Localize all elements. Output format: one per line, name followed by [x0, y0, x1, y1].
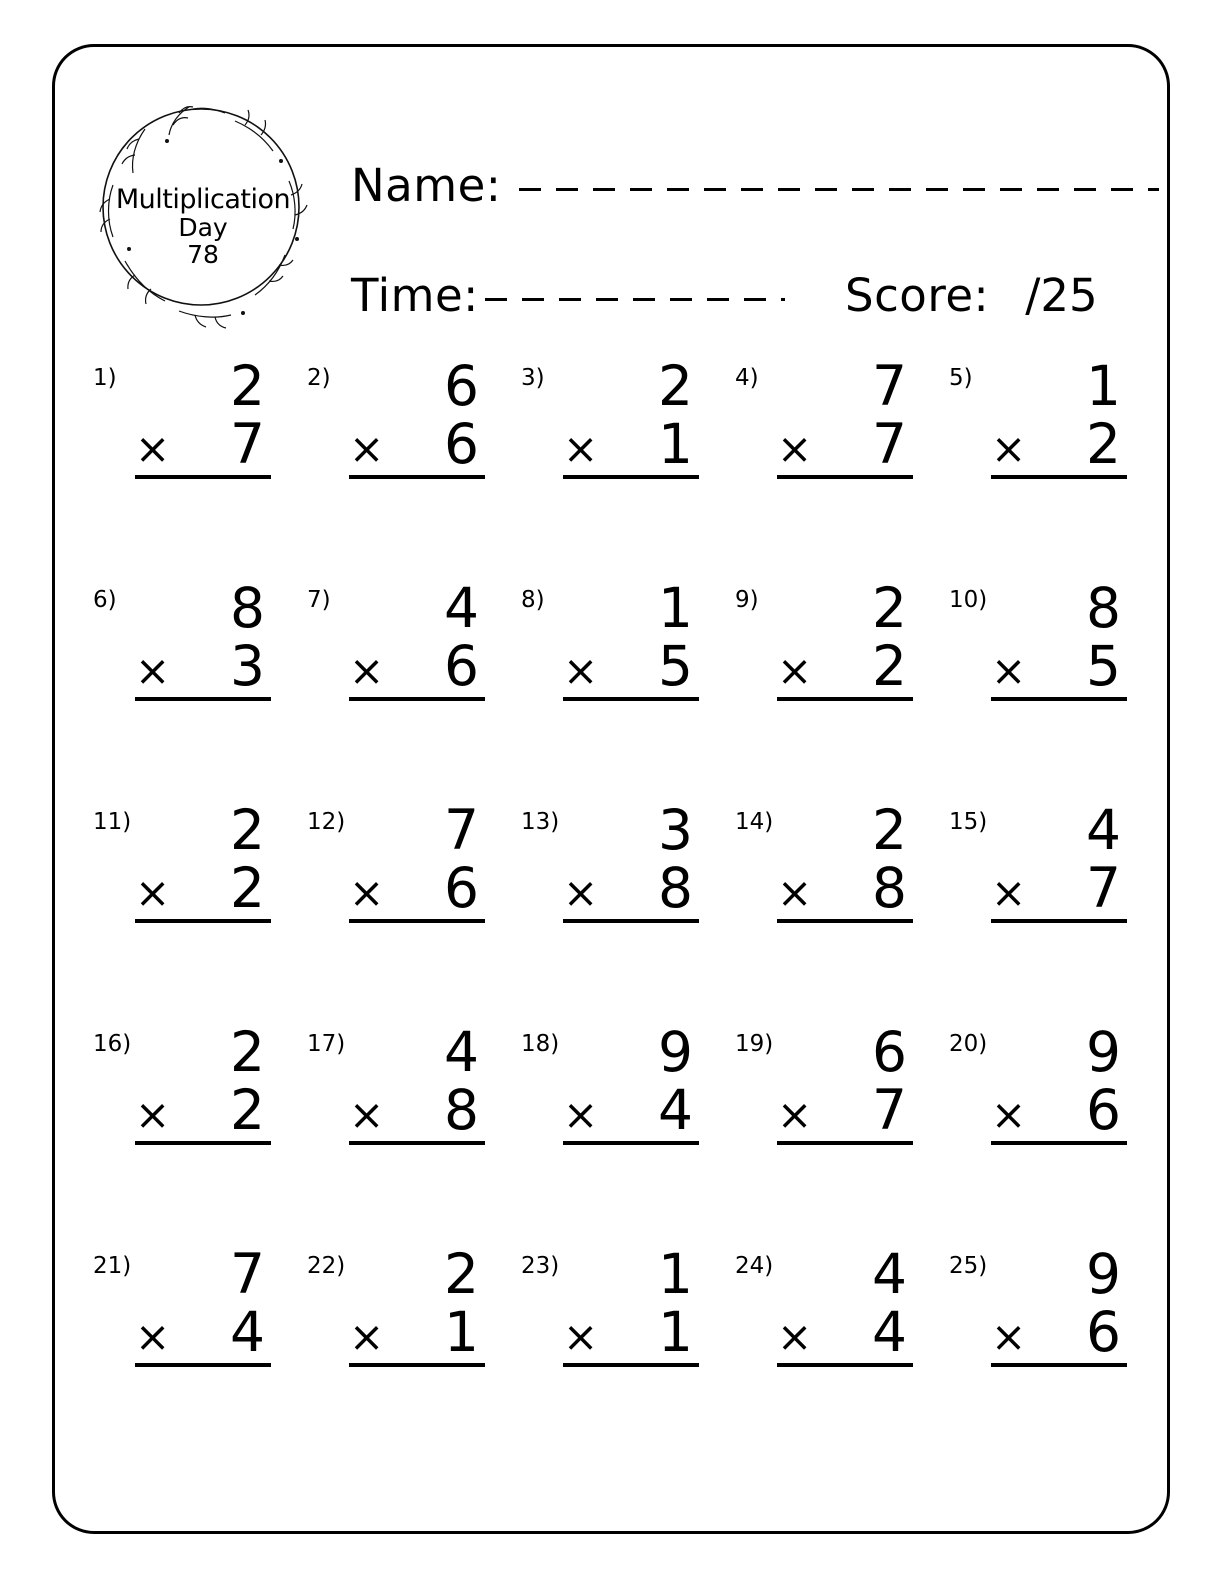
operand-bottom-row: [135, 1078, 271, 1145]
score-total: /25: [1025, 269, 1098, 322]
operand-bottom-row: [991, 412, 1127, 479]
operand-top: 1: [658, 1242, 693, 1306]
operand-bottom-row: [135, 412, 271, 479]
operand-top: 2: [230, 354, 265, 418]
operand-top: 6: [444, 354, 479, 418]
operand-top: 3: [658, 798, 693, 862]
operand-bottom: 6: [1086, 1300, 1121, 1364]
multiply-icon: ×: [991, 1090, 1027, 1139]
problem-item: [79, 1020, 293, 1247]
operand-bottom: 8: [444, 1078, 479, 1142]
problem-calculation[interactable]: [563, 576, 699, 701]
problem-item: [935, 1020, 1149, 1247]
operand-bottom: 7: [230, 412, 265, 476]
problem-item: [293, 576, 507, 803]
operand-top: 4: [872, 1242, 907, 1306]
badge-title: Multiplication: [115, 184, 291, 215]
multiply-icon: ×: [777, 1090, 813, 1139]
multiply-icon: ×: [991, 868, 1027, 917]
problem-calculation[interactable]: [563, 1020, 699, 1145]
multiply-icon: ×: [563, 1090, 599, 1139]
operand-bottom-row: [777, 1078, 913, 1145]
problem-item: [721, 576, 935, 803]
problem-item: [79, 576, 293, 803]
wreath-badge: [83, 89, 323, 339]
badge-number: 78: [187, 240, 219, 270]
multiply-icon: ×: [135, 868, 171, 917]
score-label: Score:: [845, 269, 990, 322]
operand-top: 9: [658, 1020, 693, 1084]
problem-item: [935, 1242, 1149, 1469]
problem-item: [721, 1242, 935, 1469]
multiply-icon: ×: [777, 1312, 813, 1361]
problem-item: [507, 1020, 721, 1247]
problem-number: 13): [521, 809, 560, 835]
operand-bottom-row: [563, 856, 699, 923]
operand-bottom-row: [777, 856, 913, 923]
problem-number: 21): [93, 1253, 132, 1279]
problem-number: 10): [949, 587, 988, 613]
time-input[interactable]: [485, 298, 785, 301]
operand-bottom: 7: [872, 412, 907, 476]
operand-bottom-row: [349, 412, 485, 479]
operand-bottom-row: [349, 1078, 485, 1145]
problem-item: [721, 1020, 935, 1247]
multiply-icon: ×: [777, 646, 813, 695]
problem-calculation[interactable]: [563, 798, 699, 923]
operand-top: 6: [872, 1020, 907, 1084]
multiply-icon: ×: [135, 1312, 171, 1361]
operand-bottom: 4: [872, 1300, 907, 1364]
operand-bottom-row: [777, 412, 913, 479]
operand-top: 8: [1086, 576, 1121, 640]
operand-bottom: 3: [230, 634, 265, 698]
problem-item: [935, 576, 1149, 803]
operand-bottom: 2: [230, 1078, 265, 1142]
operand-top: 1: [1086, 354, 1121, 418]
operand-bottom: 5: [1086, 634, 1121, 698]
problem-item: [293, 798, 507, 1025]
operand-bottom: 6: [444, 412, 479, 476]
problem-calculation[interactable]: [991, 576, 1127, 701]
problem-calculation[interactable]: [349, 354, 485, 479]
operand-top: 8: [230, 576, 265, 640]
problem-calculation[interactable]: [135, 1020, 271, 1145]
multiply-icon: ×: [563, 1312, 599, 1361]
problem-number: 23): [521, 1253, 560, 1279]
operand-bottom: 1: [658, 1300, 693, 1364]
multiply-icon: ×: [135, 1090, 171, 1139]
problem-calculation[interactable]: [349, 1242, 485, 1367]
operand-bottom: 4: [658, 1078, 693, 1142]
problem-number: 4): [735, 365, 759, 391]
operand-bottom-row: [349, 634, 485, 701]
operand-bottom: 6: [444, 856, 479, 920]
multiply-icon: ×: [135, 646, 171, 695]
multiply-icon: ×: [563, 646, 599, 695]
operand-bottom: 8: [872, 856, 907, 920]
problem-calculation[interactable]: [135, 798, 271, 923]
problem-number: 6): [93, 587, 117, 613]
problem-number: 19): [735, 1031, 774, 1057]
operand-bottom: 6: [444, 634, 479, 698]
operand-top: 4: [444, 1020, 479, 1084]
problem-calculation[interactable]: [135, 1242, 271, 1367]
operand-top: 1: [658, 576, 693, 640]
operand-top: 7: [872, 354, 907, 418]
problem-item: [79, 354, 293, 581]
operand-bottom-row: [563, 412, 699, 479]
problem-item: [721, 798, 935, 1025]
operand-bottom-row: [991, 634, 1127, 701]
problem-calculation[interactable]: [991, 1242, 1127, 1367]
problem-calculation[interactable]: [563, 1242, 699, 1367]
operand-bottom-row: [563, 1078, 699, 1145]
problem-calculation[interactable]: [563, 354, 699, 479]
operand-bottom-row: [135, 634, 271, 701]
problem-calculation[interactable]: [777, 1242, 913, 1367]
multiply-icon: ×: [349, 1312, 385, 1361]
name-field-row: [351, 159, 1159, 212]
operand-top: 2: [658, 354, 693, 418]
problem-calculation[interactable]: [777, 576, 913, 701]
problem-calculation[interactable]: [135, 576, 271, 701]
problem-number: 22): [307, 1253, 346, 1279]
name-input[interactable]: [519, 188, 1159, 191]
problem-number: 15): [949, 809, 988, 835]
worksheet-header: [55, 47, 1167, 347]
problem-number: 3): [521, 365, 545, 391]
problem-number: 17): [307, 1031, 346, 1057]
badge-subtitle: Day: [178, 213, 228, 243]
problem-calculation[interactable]: [135, 354, 271, 479]
operand-top: 9: [1086, 1020, 1121, 1084]
operand-bottom: 4: [230, 1300, 265, 1364]
multiply-icon: ×: [349, 646, 385, 695]
problem-calculation[interactable]: [777, 798, 913, 923]
operand-top: 2: [872, 576, 907, 640]
problem-number: 9): [735, 587, 759, 613]
problem-grid: [79, 354, 1149, 1469]
operand-bottom: 1: [658, 412, 693, 476]
multiply-icon: ×: [349, 1090, 385, 1139]
problem-calculation[interactable]: [777, 354, 913, 479]
operand-bottom-row: [349, 856, 485, 923]
operand-bottom-row: [991, 1078, 1127, 1145]
problem-number: 11): [93, 809, 132, 835]
problem-item: [507, 576, 721, 803]
problem-number: 18): [521, 1031, 560, 1057]
operand-top: 2: [230, 1020, 265, 1084]
problem-calculation[interactable]: [991, 354, 1127, 479]
operand-top: 2: [872, 798, 907, 862]
time-label: Time:: [351, 269, 479, 322]
operand-bottom-row: [563, 634, 699, 701]
operand-top: 9: [1086, 1242, 1121, 1306]
multiply-icon: ×: [777, 424, 813, 473]
multiply-icon: ×: [349, 424, 385, 473]
operand-bottom-row: [349, 1300, 485, 1367]
multiply-icon: ×: [777, 868, 813, 917]
operand-bottom-row: [135, 856, 271, 923]
operand-top: 2: [230, 798, 265, 862]
name-label: Name:: [351, 159, 502, 212]
problem-item: [721, 354, 935, 581]
operand-top: 4: [444, 576, 479, 640]
problem-calculation[interactable]: [349, 798, 485, 923]
problem-calculation[interactable]: [349, 1020, 485, 1145]
problem-number: 20): [949, 1031, 988, 1057]
problem-item: [935, 354, 1149, 581]
problem-number: 8): [521, 587, 545, 613]
problem-calculation[interactable]: [777, 1020, 913, 1145]
operand-bottom-row: [991, 856, 1127, 923]
operand-bottom: 8: [658, 856, 693, 920]
problem-number: 25): [949, 1253, 988, 1279]
problem-number: 12): [307, 809, 346, 835]
operand-bottom-row: [991, 1300, 1127, 1367]
problem-item: [507, 798, 721, 1025]
multiply-icon: ×: [349, 868, 385, 917]
operand-bottom-row: [777, 1300, 913, 1367]
problem-number: 1): [93, 365, 117, 391]
operand-bottom-row: [135, 1300, 271, 1367]
operand-top: 7: [230, 1242, 265, 1306]
operand-bottom: 2: [1086, 412, 1121, 476]
operand-bottom: 1: [444, 1300, 479, 1364]
wreath-label: [83, 185, 323, 268]
problem-item: [293, 354, 507, 581]
problem-calculation[interactable]: [991, 1020, 1127, 1145]
problem-number: 14): [735, 809, 774, 835]
operand-bottom: 2: [230, 856, 265, 920]
multiply-icon: ×: [563, 868, 599, 917]
multiply-icon: ×: [991, 646, 1027, 695]
operand-bottom: 6: [1086, 1078, 1121, 1142]
time-field-row: [351, 269, 785, 322]
problem-calculation[interactable]: [991, 798, 1127, 923]
problem-number: 7): [307, 587, 331, 613]
operand-bottom: 7: [1086, 856, 1121, 920]
worksheet-page: [52, 44, 1170, 1534]
multiply-icon: ×: [563, 424, 599, 473]
problem-number: 16): [93, 1031, 132, 1057]
score-field-row: [845, 269, 1098, 322]
multiply-icon: ×: [991, 1312, 1027, 1361]
problem-item: [507, 1242, 721, 1469]
problem-number: 5): [949, 365, 973, 391]
operand-bottom-row: [563, 1300, 699, 1367]
multiply-icon: ×: [991, 424, 1027, 473]
operand-top: 4: [1086, 798, 1121, 862]
problem-item: [507, 354, 721, 581]
multiply-icon: ×: [135, 424, 171, 473]
problem-number: 24): [735, 1253, 774, 1279]
problem-item: [293, 1020, 507, 1247]
operand-top: 2: [444, 1242, 479, 1306]
operand-top: 7: [444, 798, 479, 862]
problem-item: [293, 1242, 507, 1469]
operand-bottom: 5: [658, 634, 693, 698]
operand-bottom-row: [777, 634, 913, 701]
problem-calculation[interactable]: [349, 576, 485, 701]
problem-item: [79, 798, 293, 1025]
operand-bottom: 2: [872, 634, 907, 698]
problem-item: [935, 798, 1149, 1025]
operand-bottom: 7: [872, 1078, 907, 1142]
problem-number: 2): [307, 365, 331, 391]
problem-item: [79, 1242, 293, 1469]
